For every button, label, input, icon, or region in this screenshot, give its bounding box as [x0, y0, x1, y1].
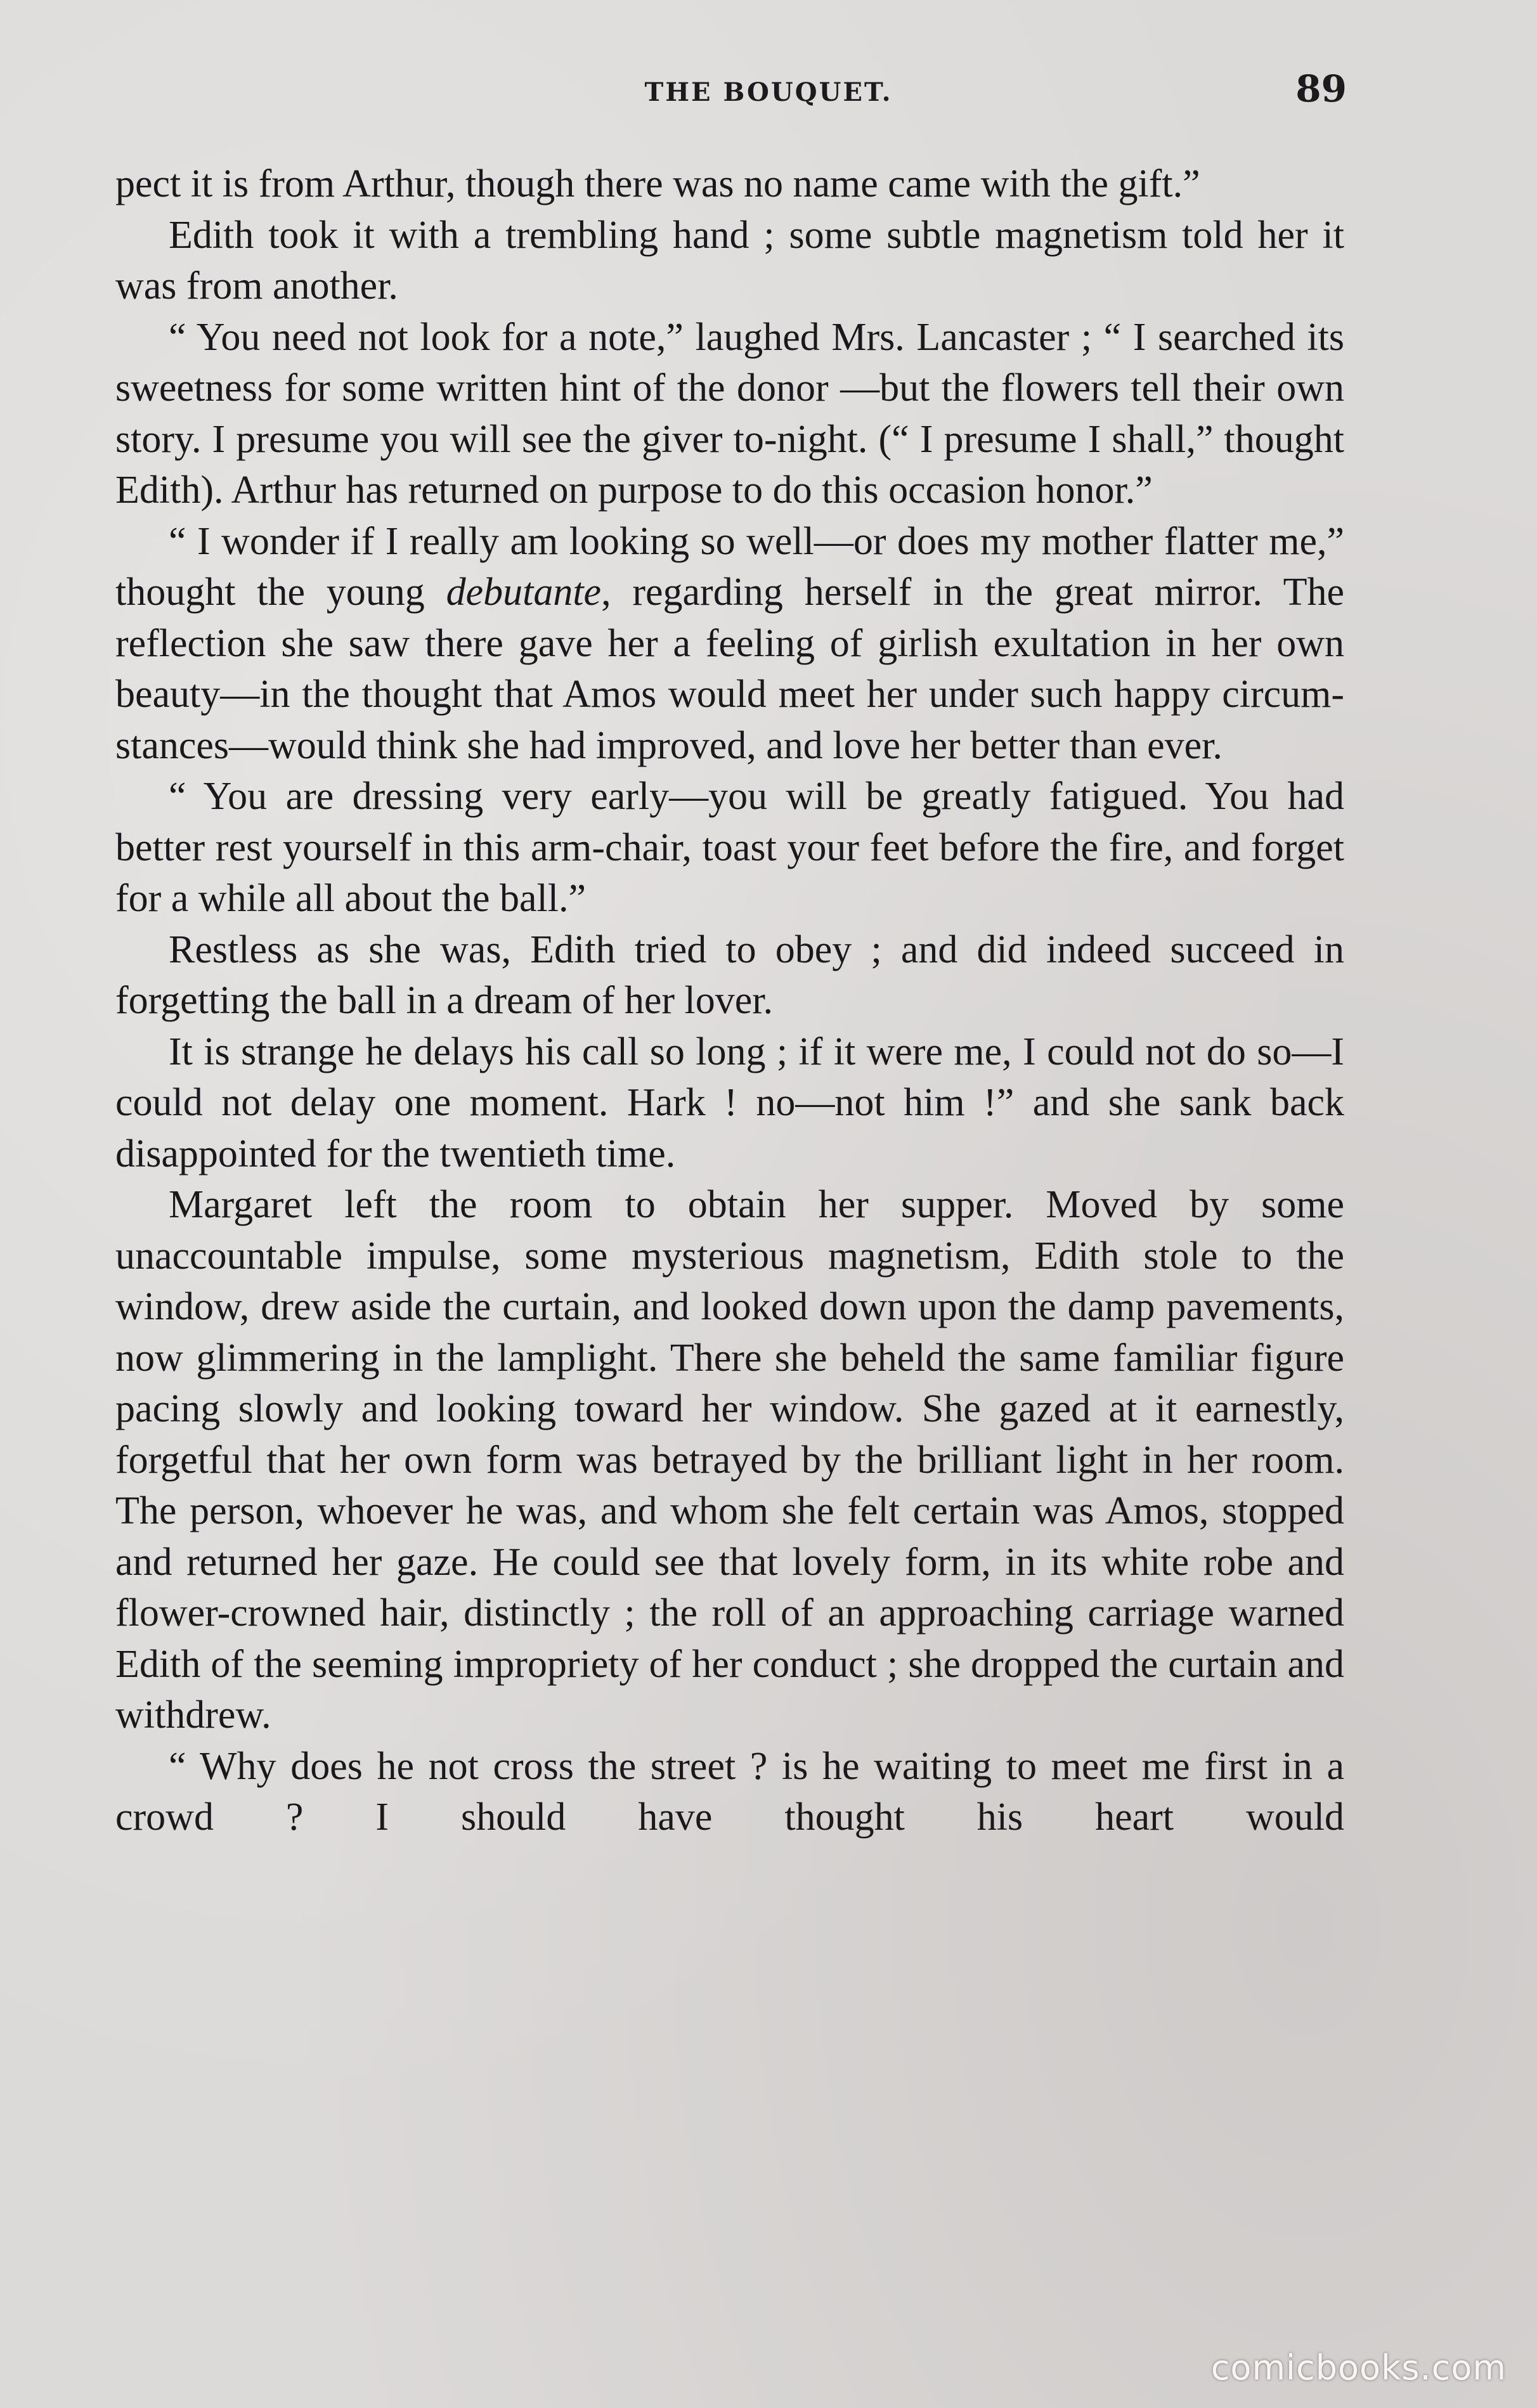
- body-text: [115, 159, 1344, 1843]
- paragraph-4: “ I wonder if I really am looking so well—or does my mother flatter me,” thought the young debutante, regarding herself in the great mirror. The reflection she saw there gave her a feeling of girlish exultation in her own beauty—in the thought that Amos would meet her under such happy circumstances—would think she had improved, and love her better than ever.: [115, 519, 1344, 767]
- italic-word: debutante: [446, 571, 602, 614]
- paragraph-7: It is strange he delays his call so long ; if it were me, I could not do so—I could not delay one moment. Hark ! no—not him !” and she sank back disappointed for the twentieth time.: [115, 1030, 1344, 1175]
- paragraph-1: pect it is from Arthur, though there was no name came with the gift.”: [115, 162, 1200, 205]
- paragraph-8: Margaret left the room to obtain her supper. Moved by some unaccountable impulse, some mysterious magnetism, Edith stole to the window, drew aside the curtain, and looked down upon the damp pavements, now glimmering in the lamplight. There she beheld the same familiar figure pacing slowly and looking toward her window. She gazed at it earnestly, forgetful that her own form was betrayed by the brilliant light in her room. The person, whoever he was, and whom she felt certain was Amos, stopped and returned her gaze. He could see that lovely form, in its white robe and flower-crowned hair, distinctly ; the roll of an approaching carriage warned Edith of the seeming impropriety of her conduct ; she dropped the curtain and withdrew.: [115, 1183, 1344, 1737]
- page-header: [0, 67, 1537, 128]
- paragraph-3: “ You need not look for a note,” laughed Mrs. Lancaster ; “ I searched its sweetness for some written hint of the donor —but the flowers tell their own story. I presume you will see the giver to-night. (“ I presume I shall,” thought Edith). Arthur has returned on purpose to do this occasion honor.”: [115, 315, 1344, 512]
- paragraph-6: Restless as she was, Edith tried to obey ; and did indeed succeed in forgetting the ball in a dream of her lover.: [115, 928, 1344, 1022]
- running-title: THE BOUQUET.: [644, 77, 893, 107]
- watermark: comicbooks.com: [1210, 2348, 1507, 2388]
- paragraph-9: “ Why does he not cross the street ? is he waiting to meet me first in a crowd ? I should have thought his heart would: [115, 1744, 1344, 1839]
- paragraph-2: Edith took it with a trembling hand ; some subtle magnetism told her it was from another.: [115, 213, 1344, 307]
- page-number: 89: [1295, 67, 1347, 110]
- paragraph-5: “ You are dressing very early—you will be greatly fatigued. You had better rest yourself in this arm-chair, toast your feet before the fire, and forget for a while all about the ball.”: [115, 775, 1344, 920]
